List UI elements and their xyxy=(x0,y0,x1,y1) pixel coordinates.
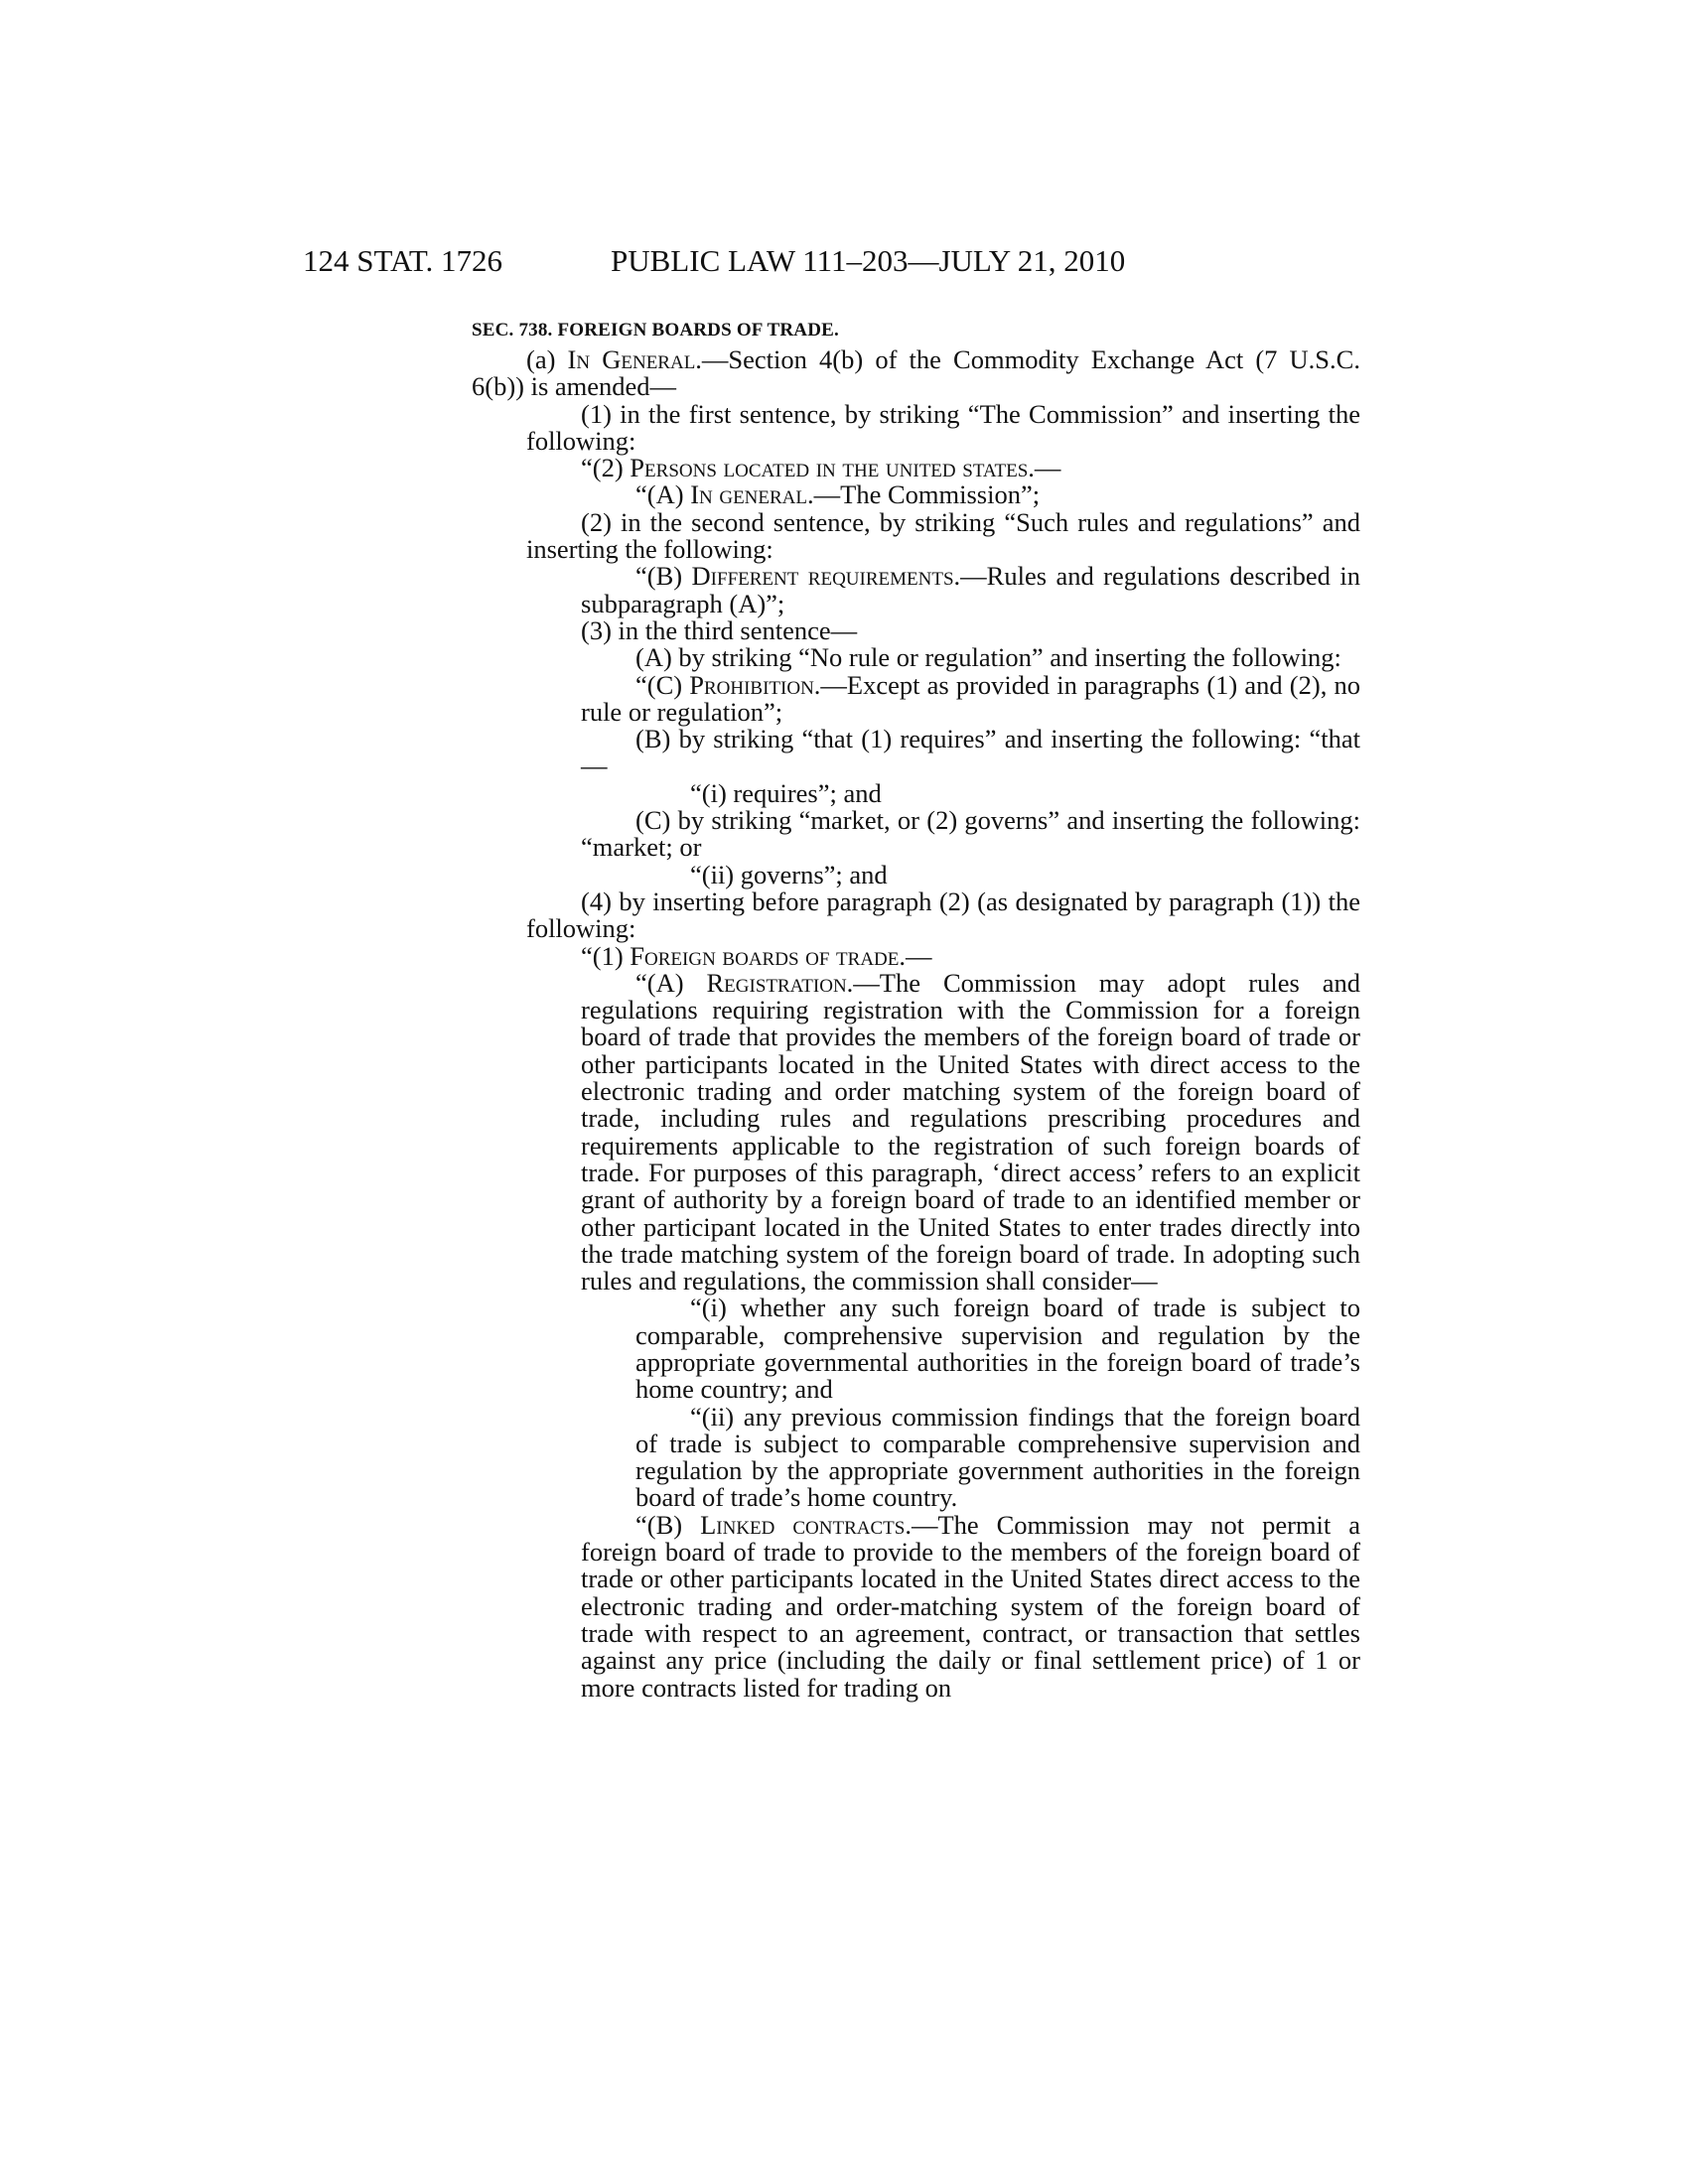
statute-paragraph xyxy=(472,940,1360,971)
paragraph-text: “(2) xyxy=(581,453,631,483)
statute-paragraph xyxy=(472,807,1360,862)
statute-paragraph xyxy=(472,506,1360,565)
statute-paragraph xyxy=(472,1295,1360,1403)
paragraph-text: (2) in the second sentence, by striking “Such rules and regulations” and inserting the following: xyxy=(526,506,1360,565)
statute-paragraph xyxy=(472,726,1360,780)
paragraph-text: (3) in the third sentence— xyxy=(581,614,858,645)
paragraph-text: .—The Commission may adopt rules and regulations requiring registration with the Commission for a foreign board of trade that provides the members of the foreign board of trade or other participants located in the United States with direct access to the electronic trading and order matching system of the foreign board of trade, including rules and regulations prescribing procedures and requirements applicable to the registration of such foreign boards of trade. For purposes of this paragraph, ‘direct access’ refers to an explicit grant of authority by a foreign board of trade to an identified member or other participant located in the United States to enter trades directly into the trade matching system of the foreign board of trade. In adopting such rules and regulations, the commission shall consider— xyxy=(581,967,1360,1297)
paragraph-caption: Linked contracts xyxy=(700,1509,906,1540)
paragraph-text: (A) by striking “No rule or regulation” and inserting the following: xyxy=(635,642,1341,673)
section-heading: SEC. 738. FOREIGN BOARDS OF TRADE. xyxy=(472,320,839,341)
public-law-title: PUBLIC LAW 111–203—JULY 21, 2010 xyxy=(611,243,1126,278)
paragraph-text: .— xyxy=(899,940,932,971)
paragraph-list xyxy=(472,346,1360,1702)
paragraph-text: (C) by striking “market, or (2) governs” and inserting the following: “market; or xyxy=(581,805,1360,863)
statute-paragraph xyxy=(472,967,1360,1297)
paragraph-text: .—Section 4(b) of the Commodity Exchange Act (7 U.S.C. 6(b)) is amended— xyxy=(472,344,1360,402)
statute-paragraph xyxy=(472,888,1360,943)
paragraph-text: (4) by inserting before paragraph (2) (as designated by paragraph (1)) the following: xyxy=(526,886,1360,944)
paragraph-caption: Registration xyxy=(706,967,847,998)
paragraph-text: .—The Commission”; xyxy=(807,479,1041,510)
paragraph-caption: Foreign boards of trade xyxy=(630,940,900,971)
paragraph-text: “(ii) any previous commission findings that the foreign board of trade is subject to comparable comprehensive supervision and regulation by the appropriate government authorities in the foreign board of trade’s home country. xyxy=(635,1401,1360,1513)
paragraph-text: (B) by striking “that (1) requires” and inserting the following: “that— xyxy=(581,724,1360,781)
statute-paragraph xyxy=(472,644,1360,671)
paragraph-text: “(1) xyxy=(581,940,631,971)
statute-paragraph xyxy=(472,481,1360,508)
statute-paragraph xyxy=(472,398,1360,456)
paragraph-text: .—Except as provided in paragraphs (1) and (2), no rule or regulation”; xyxy=(581,669,1360,727)
statute-paragraph xyxy=(472,455,1360,481)
statute-paragraph xyxy=(472,777,1360,808)
paragraph-text: .— xyxy=(1028,453,1061,483)
paragraph-text: “(ii) governs”; and xyxy=(690,859,888,889)
statute-paragraph xyxy=(472,669,1360,727)
statute-paragraph xyxy=(472,1509,1360,1703)
statute-paragraph xyxy=(472,614,1360,645)
paragraph-text: (a) xyxy=(526,344,568,374)
paragraph-caption: Persons located in the united states xyxy=(630,453,1029,483)
paragraph-text: “(A) xyxy=(635,967,707,998)
statute-paragraph xyxy=(472,346,1360,401)
statute-paragraph xyxy=(472,563,1360,617)
paragraph-caption: Different requirements xyxy=(691,561,954,592)
paragraph-text: .—Rules and regulations described in subparagraph (A)”; xyxy=(581,561,1360,618)
statute-paragraph xyxy=(472,859,1360,889)
statute-paragraph xyxy=(472,1401,1360,1513)
paragraph-text: “(A) xyxy=(635,479,691,510)
document-body xyxy=(472,318,1360,1702)
statute-page-citation: 124 STAT. 1726 xyxy=(303,243,503,278)
paragraph-text: (1) in the first sentence, by striking “The Commission” and inserting the following: xyxy=(526,398,1360,456)
paragraph-caption: Prohibition xyxy=(689,669,814,700)
paragraph-text: “(i) requires”; and xyxy=(690,777,882,808)
paragraph-caption: In General xyxy=(567,344,696,374)
paragraph-caption: In general xyxy=(690,479,808,510)
paragraph-text: “(i) whether any such foreign board of trade is subject to comparable, comprehensive supervision and regulation by the appropriate governmental authorities in the foreign board of trade’s home country; and xyxy=(635,1293,1360,1405)
paragraph-text: “(B) xyxy=(635,1509,701,1540)
paragraph-text: .—The Commission may not permit a foreign board of trade to provide to the members of the foreign board of trade or other participants located in the United States direct access to the electronic trading and order-matching system of the foreign board of trade with respect to an agreement, contract, or transaction that settles against any price (including the daily or final settlement price) of 1 or more contracts listed for trading on xyxy=(581,1509,1360,1703)
paragraph-text: “(C) xyxy=(635,669,690,700)
paragraph-text: “(B) xyxy=(635,561,692,592)
